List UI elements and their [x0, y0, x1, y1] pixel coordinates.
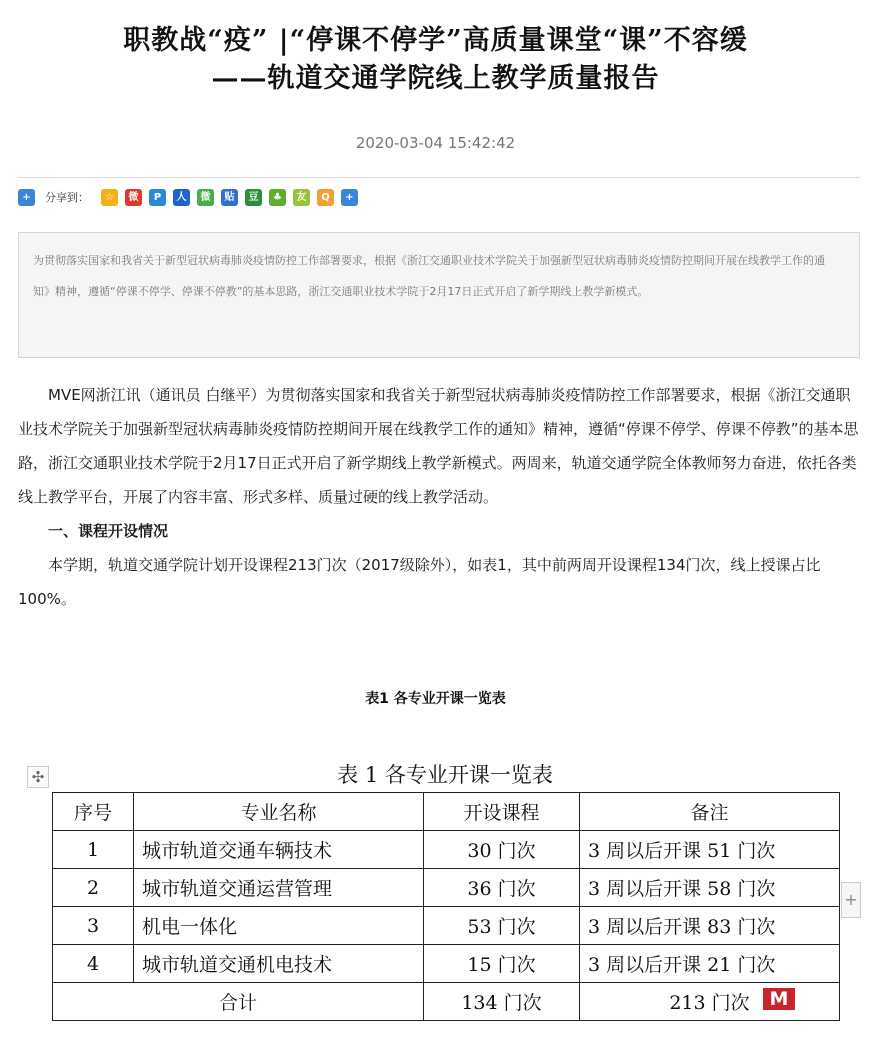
total-label: 合计	[53, 983, 424, 1021]
cell-courses: 30 门次	[424, 831, 580, 869]
cell-no: 2	[53, 869, 134, 907]
share-bar	[18, 186, 365, 208]
cell-courses: 53 门次	[424, 907, 580, 945]
table-header-row	[53, 793, 840, 831]
article-title	[0, 22, 871, 98]
weibo-icon[interactable]: 微	[125, 189, 142, 206]
header-note: 备注	[580, 793, 840, 831]
move-handle-icon[interactable]: ✣	[27, 766, 49, 788]
cell-no: 1	[53, 831, 134, 869]
table-row	[53, 907, 840, 945]
header-no: 序号	[53, 793, 134, 831]
kaixin-icon[interactable]: ♣	[269, 189, 286, 206]
cell-major: 城市轨道交通机电技术	[134, 945, 424, 983]
qq-icon[interactable]: Q	[317, 189, 334, 206]
section-heading-1: 一、课程开设情况	[48, 522, 169, 540]
wechat-icon[interactable]: 微	[197, 189, 214, 206]
cell-note: 3 周以后开课 51 门次	[580, 831, 840, 869]
cell-note: 3 周以后开课 83 门次	[580, 907, 840, 945]
cell-no: 4	[53, 945, 134, 983]
cell-note: 3 周以后开课 58 门次	[580, 869, 840, 907]
table-caption: 表1 各专业开课一览表	[365, 691, 506, 707]
total-courses: 134 门次	[424, 983, 580, 1021]
cell-major: 机电一体化	[134, 907, 424, 945]
share-plus-icon[interactable]: +	[18, 189, 35, 206]
total-note: 213 门次	[580, 983, 840, 1021]
cell-courses: 36 门次	[424, 869, 580, 907]
article-summary: 为贯彻落实国家和我省关于新型冠状病毒肺炎疫情防控工作部署要求，根据《浙江交通职业技术学院关于加强新型冠状病毒肺炎疫情防控期间开展在线教学工作的通知》精神，遵循“停课不停学、停课不停教”的基本思路，浙江交通职业技术学院于2月17日正式开启了新学期线上教学新模式。	[18, 232, 860, 358]
douban-icon[interactable]: 豆	[245, 189, 262, 206]
renren-icon[interactable]: 人	[173, 189, 190, 206]
pengyou-icon[interactable]: 友	[293, 189, 310, 206]
table-row	[53, 869, 840, 907]
header-major: 专业名称	[134, 793, 424, 831]
body-paragraph-1: MVE网浙江讯（通讯员 白继平）为贯彻落实国家和我省关于新型冠状病毒肺炎疫情防控工作部署要求，根据《浙江交通职业技术学院关于加强新型冠状病毒肺炎疫情防控期间开展在线教学工作的通知》精神，遵循“停课不停学、停课不停教”的基本思路，浙江交通职业技术学院于2月17日正式开启了新学期线上教学新模式。两周来，轨道交通学院全体教师努力奋进，依托各类线上教学平台，开展了内容丰富、形式多样、质量过硬的线上教学活动。	[18, 386, 859, 506]
share-icons	[101, 189, 365, 206]
table-image-title: 表 1 各专业开课一览表	[337, 763, 553, 787]
cell-no: 3	[53, 907, 134, 945]
publish-date: 2020-03-04 15:42:42	[355, 134, 516, 152]
course-table	[52, 792, 840, 1021]
cell-major: 城市轨道交通车辆技术	[134, 831, 424, 869]
title-line-2: ——轨道交通学院线上教学质量报告	[211, 63, 660, 94]
share-label: 分享到：	[45, 191, 89, 204]
qzone-icon[interactable]: ☆	[101, 189, 118, 206]
watermark-logo: M	[763, 988, 795, 1010]
cell-major: 城市轨道交通运营管理	[134, 869, 424, 907]
table-total-row	[53, 983, 840, 1021]
header-courses: 开设课程	[424, 793, 580, 831]
divider	[18, 177, 860, 178]
title-line-1: 职教战“疫” |“停课不停学”高质量课堂“课”不容缓	[123, 25, 748, 56]
table-row	[53, 945, 840, 983]
table-row	[53, 831, 840, 869]
table-body	[53, 831, 840, 983]
tieba-icon[interactable]: 贴	[221, 189, 238, 206]
article-body	[18, 378, 860, 616]
body-paragraph-2: 本学期，轨道交通学院计划开设课程213门次（2017级除外），如表1，其中前两周开设课程134门次，线上授课占比100%。	[18, 556, 821, 608]
more-share-icon[interactable]: +	[341, 189, 358, 206]
tencent-weibo-icon[interactable]: P	[149, 189, 166, 206]
table-image	[0, 752, 871, 1041]
expand-plus-icon[interactable]: +	[841, 882, 861, 918]
cell-note: 3 周以后开课 21 门次	[580, 945, 840, 983]
cell-courses: 15 门次	[424, 945, 580, 983]
